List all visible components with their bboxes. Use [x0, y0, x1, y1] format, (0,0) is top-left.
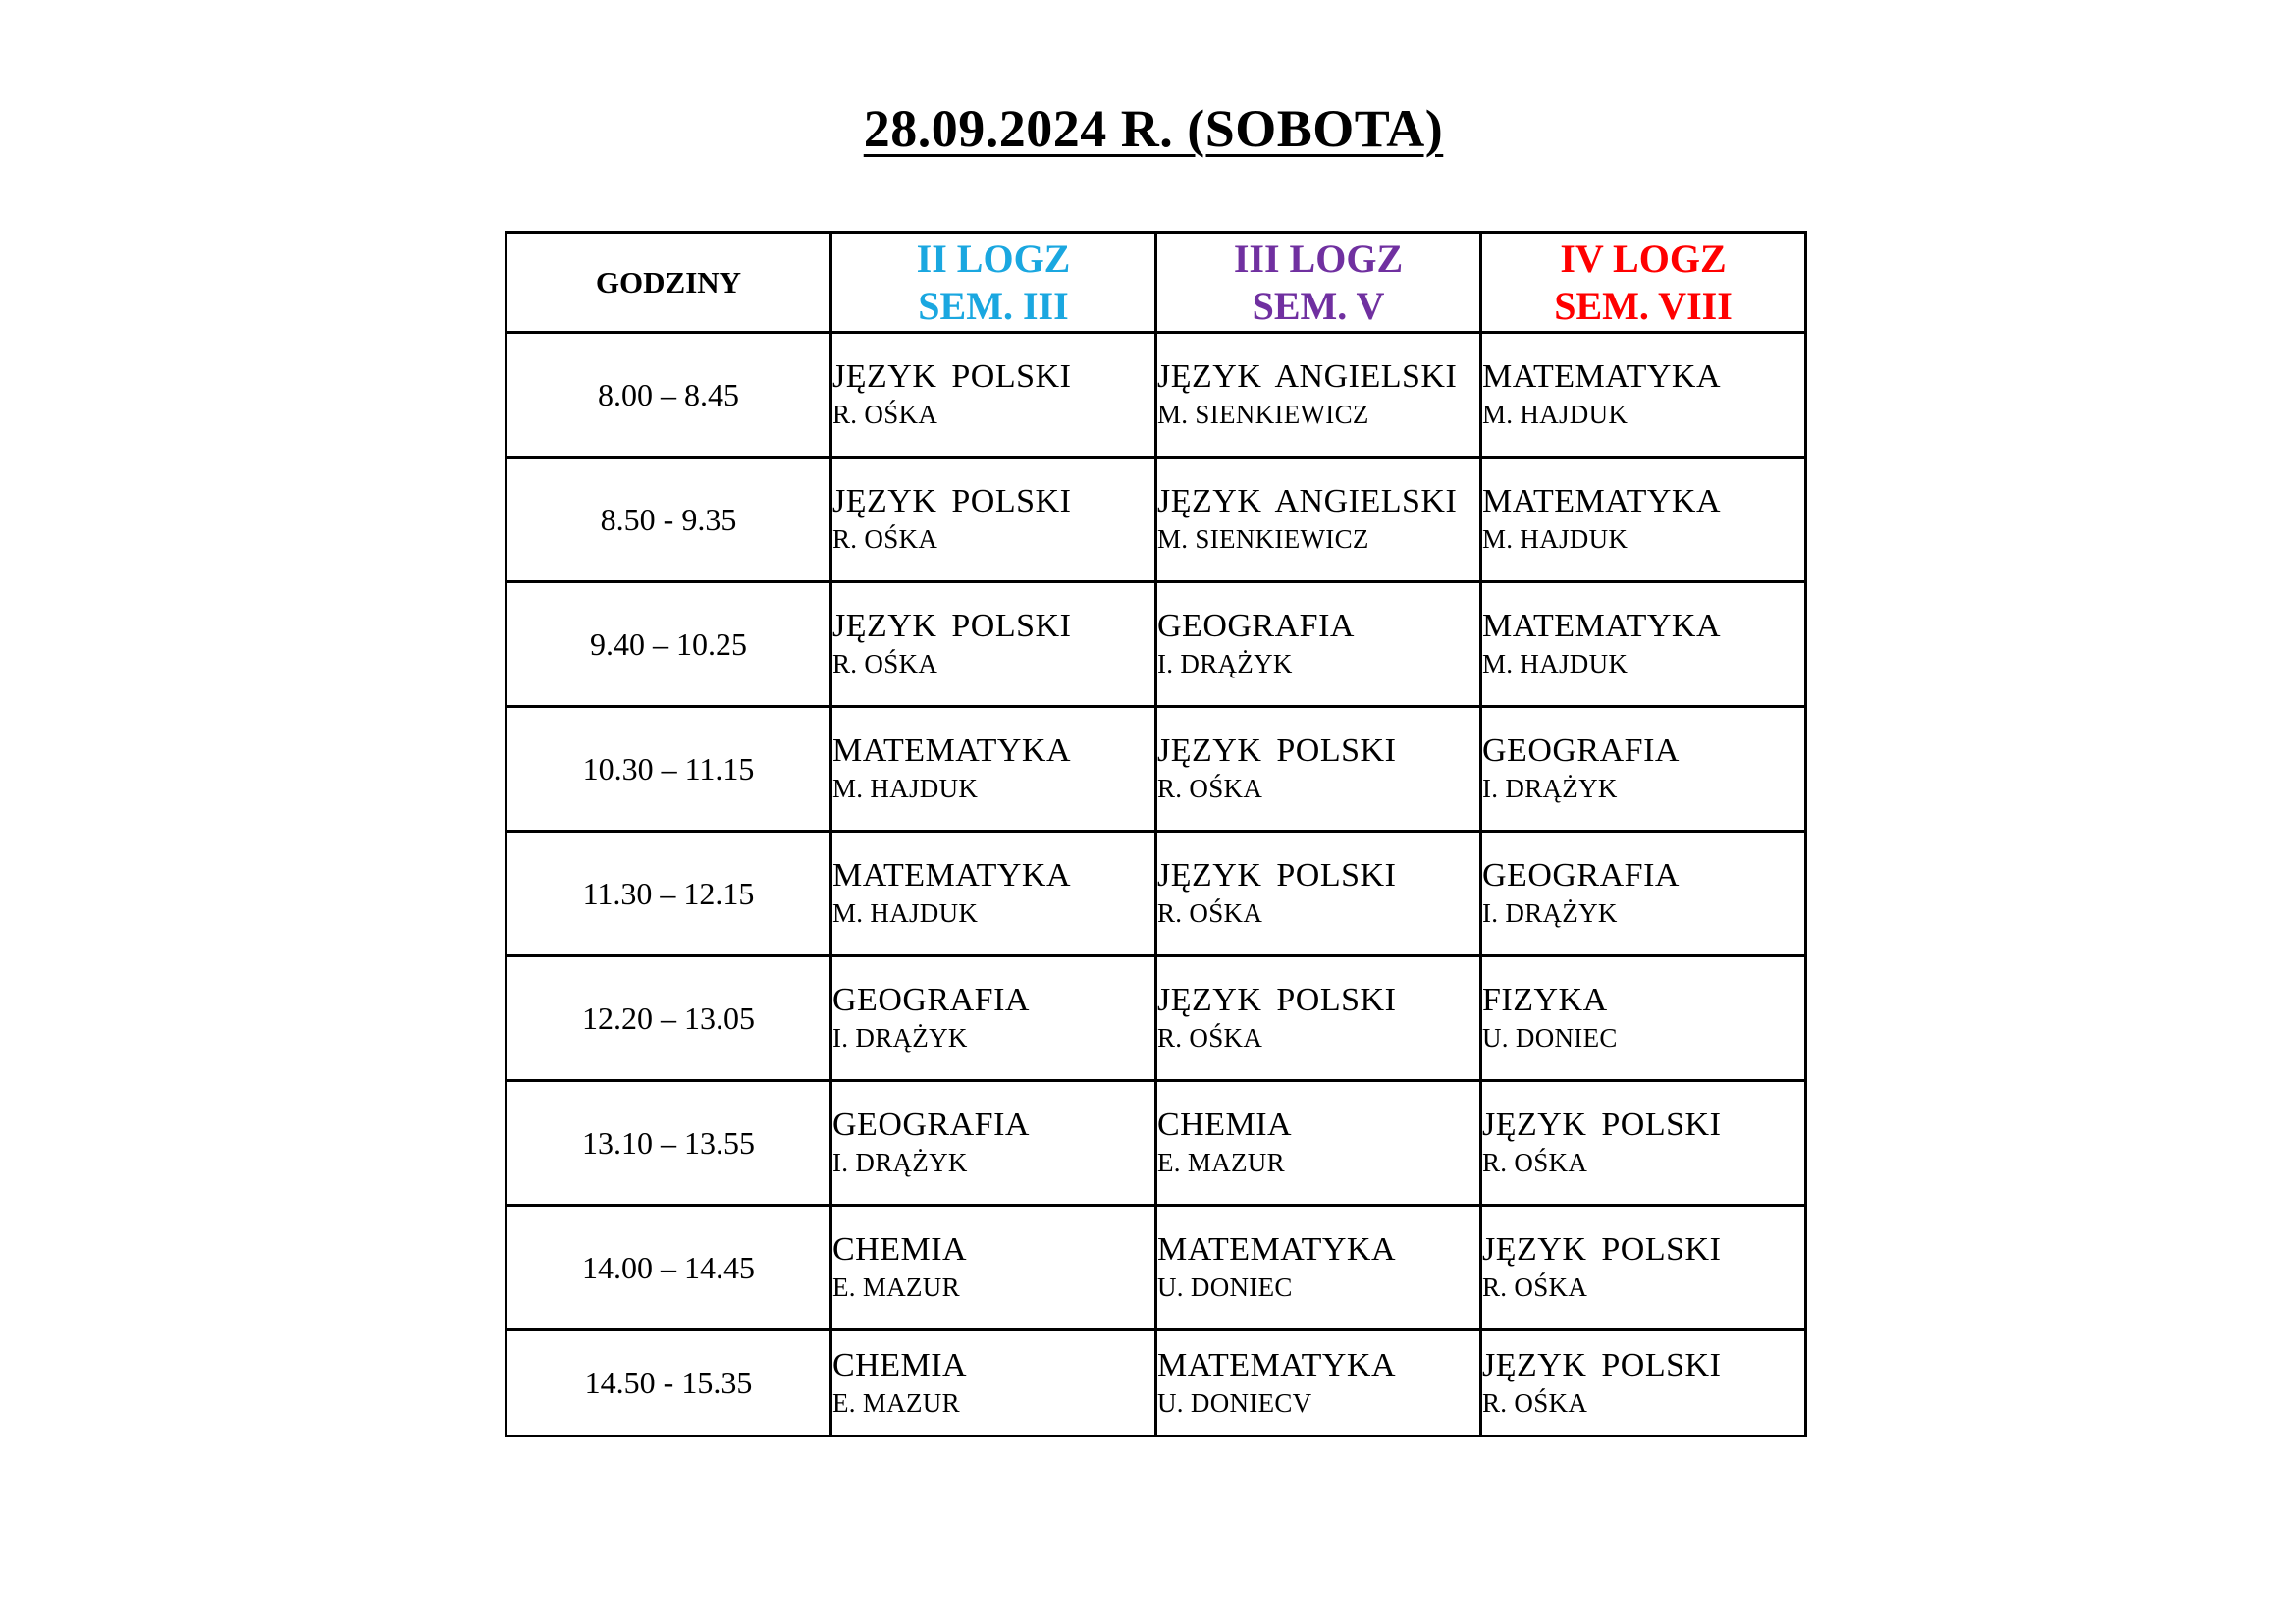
subject-name: JĘZYK POLSKI [1157, 857, 1397, 893]
subject-name: JĘZYK POLSKI [1157, 982, 1397, 1018]
schedule-body [507, 333, 1806, 1436]
table-row [507, 1081, 1806, 1206]
lesson-cell [1481, 1330, 1806, 1436]
subject-name: JĘZYK POLSKI [1157, 732, 1397, 769]
subject-name: MATEMATYKA [1157, 1231, 1396, 1268]
teacher-name: R. OŚKA [1482, 1148, 1588, 1177]
subject-name: MATEMATYKA [1482, 483, 1721, 519]
lesson-cell [1156, 1206, 1481, 1330]
teacher-name: M. HAJDUK [1482, 649, 1629, 678]
lesson-cell [831, 707, 1156, 832]
teacher-name: M. HAJDUK [1482, 524, 1629, 554]
lesson-cell [1156, 707, 1481, 832]
table-row [507, 1330, 1806, 1436]
teacher-name: R. OŚKA [832, 524, 938, 554]
table-row [507, 582, 1806, 707]
lesson-cell [1481, 582, 1806, 707]
lesson-cell [831, 956, 1156, 1081]
subject-name: GEOGRAFIA [1157, 608, 1355, 644]
teacher-name: R. OŚKA [1157, 898, 1263, 928]
subject-name: GEOGRAFIA [1482, 732, 1680, 769]
lesson-cell [1156, 333, 1481, 458]
group-header-semester: SEM. VIII [1554, 283, 1733, 328]
lesson-cell [1156, 956, 1481, 1081]
page-title: 28.09.2024 R. (SOBOTA) [863, 99, 1444, 158]
lesson-cell [1481, 1081, 1806, 1206]
time-slot: 13.10 – 13.55 [507, 1081, 831, 1206]
lesson-cell [831, 1330, 1156, 1436]
group-header-semester: SEM. III [918, 283, 1069, 328]
subject-name: JĘZYK POLSKI [832, 358, 1072, 395]
lesson-cell [831, 582, 1156, 707]
subject-name: GEOGRAFIA [832, 982, 1030, 1018]
group-header-name: II LOGZ [916, 236, 1071, 281]
lesson-cell [831, 458, 1156, 582]
lesson-cell [1156, 1330, 1481, 1436]
hours-column-header: GODZINY [507, 233, 831, 333]
lesson-cell [1481, 1206, 1806, 1330]
lesson-cell [1156, 1081, 1481, 1206]
subject-name: MATEMATYKA [1482, 358, 1721, 395]
time-slot: 8.50 - 9.35 [507, 458, 831, 582]
teacher-name: U. DONIECV [1157, 1387, 1312, 1418]
group-header-iv-logz [1481, 233, 1806, 333]
teacher-name: M. HAJDUK [832, 898, 979, 928]
subject-name: CHEMIA [832, 1231, 968, 1268]
teacher-name: I. DRĄŻYK [832, 1023, 968, 1053]
subject-name: JĘZYK POLSKI [832, 608, 1072, 644]
lesson-cell [1156, 458, 1481, 582]
subject-name: FIZYKA [1482, 982, 1608, 1018]
time-slot: 14.00 – 14.45 [507, 1206, 831, 1330]
lesson-cell [1156, 832, 1481, 956]
lesson-cell [831, 333, 1156, 458]
teacher-name: I. DRĄŻYK [1157, 649, 1293, 678]
header-row [507, 233, 1806, 333]
lesson-cell [831, 1206, 1156, 1330]
subject-name: GEOGRAFIA [832, 1107, 1030, 1143]
lesson-cell [1481, 956, 1806, 1081]
time-slot: 11.30 – 12.15 [507, 832, 831, 956]
table-row [507, 832, 1806, 956]
lesson-cell [1481, 333, 1806, 458]
table-row [507, 1206, 1806, 1330]
lesson-cell [1481, 458, 1806, 582]
subject-name: MATEMATYKA [832, 857, 1071, 893]
time-slot: 14.50 - 15.35 [507, 1330, 831, 1436]
teacher-name: I. DRĄŻYK [832, 1148, 968, 1177]
teacher-name: M. SIENKIEWICZ [1157, 524, 1369, 554]
group-header-semester: SEM. V [1252, 283, 1385, 328]
subject-name: GEOGRAFIA [1482, 857, 1680, 893]
subject-name: CHEMIA [832, 1346, 968, 1383]
lesson-cell [831, 1081, 1156, 1206]
teacher-name: U. DONIEC [1157, 1272, 1293, 1302]
teacher-name: R. OŚKA [832, 400, 938, 429]
table-row [507, 956, 1806, 1081]
group-header-ii-logz [831, 233, 1156, 333]
lesson-cell [1156, 582, 1481, 707]
subject-name: JĘZYK ANGIELSKI [1157, 358, 1458, 395]
teacher-name: E. MAZUR [832, 1272, 960, 1302]
subject-name: JĘZYK POLSKI [1482, 1346, 1722, 1383]
teacher-name: M. SIENKIEWICZ [1157, 400, 1369, 429]
group-header-name: III LOGZ [1233, 236, 1404, 281]
lesson-cell [1481, 832, 1806, 956]
table-row [507, 458, 1806, 582]
group-header-iii-logz [1156, 233, 1481, 333]
subject-name: MATEMATYKA [832, 732, 1071, 769]
teacher-name: M. HAJDUK [1482, 400, 1629, 429]
teacher-name: I. DRĄŻYK [1482, 898, 1618, 928]
teacher-name: U. DONIEC [1482, 1023, 1618, 1053]
teacher-name: E. MAZUR [1157, 1148, 1285, 1177]
lesson-cell [1481, 707, 1806, 832]
teacher-name: I. DRĄŻYK [1482, 774, 1618, 803]
teacher-name: R. OŚKA [1157, 1023, 1263, 1053]
table-row [507, 333, 1806, 458]
subject-name: MATEMATYKA [1482, 608, 1721, 644]
time-slot: 9.40 – 10.25 [507, 582, 831, 707]
teacher-name: R. OŚKA [1482, 1272, 1588, 1302]
group-header-name: IV LOGZ [1560, 236, 1727, 281]
subject-name: MATEMATYKA [1157, 1346, 1396, 1383]
teacher-name: E. MAZUR [832, 1387, 960, 1418]
time-slot: 8.00 – 8.45 [507, 333, 831, 458]
time-slot: 10.30 – 11.15 [507, 707, 831, 832]
teacher-name: R. OŚKA [1157, 774, 1263, 803]
subject-name: JĘZYK POLSKI [1482, 1107, 1722, 1143]
subject-name: JĘZYK POLSKI [832, 483, 1072, 519]
schedule-table [505, 231, 1807, 1437]
lesson-cell [831, 832, 1156, 956]
teacher-name: R. OŚKA [1482, 1387, 1588, 1418]
teacher-name: M. HAJDUK [832, 774, 979, 803]
subject-name: CHEMIA [1157, 1107, 1293, 1143]
subject-name: JĘZYK ANGIELSKI [1157, 483, 1458, 519]
subject-name: JĘZYK POLSKI [1482, 1231, 1722, 1268]
table-row [507, 707, 1806, 832]
teacher-name: R. OŚKA [832, 649, 938, 678]
time-slot: 12.20 – 13.05 [507, 956, 831, 1081]
